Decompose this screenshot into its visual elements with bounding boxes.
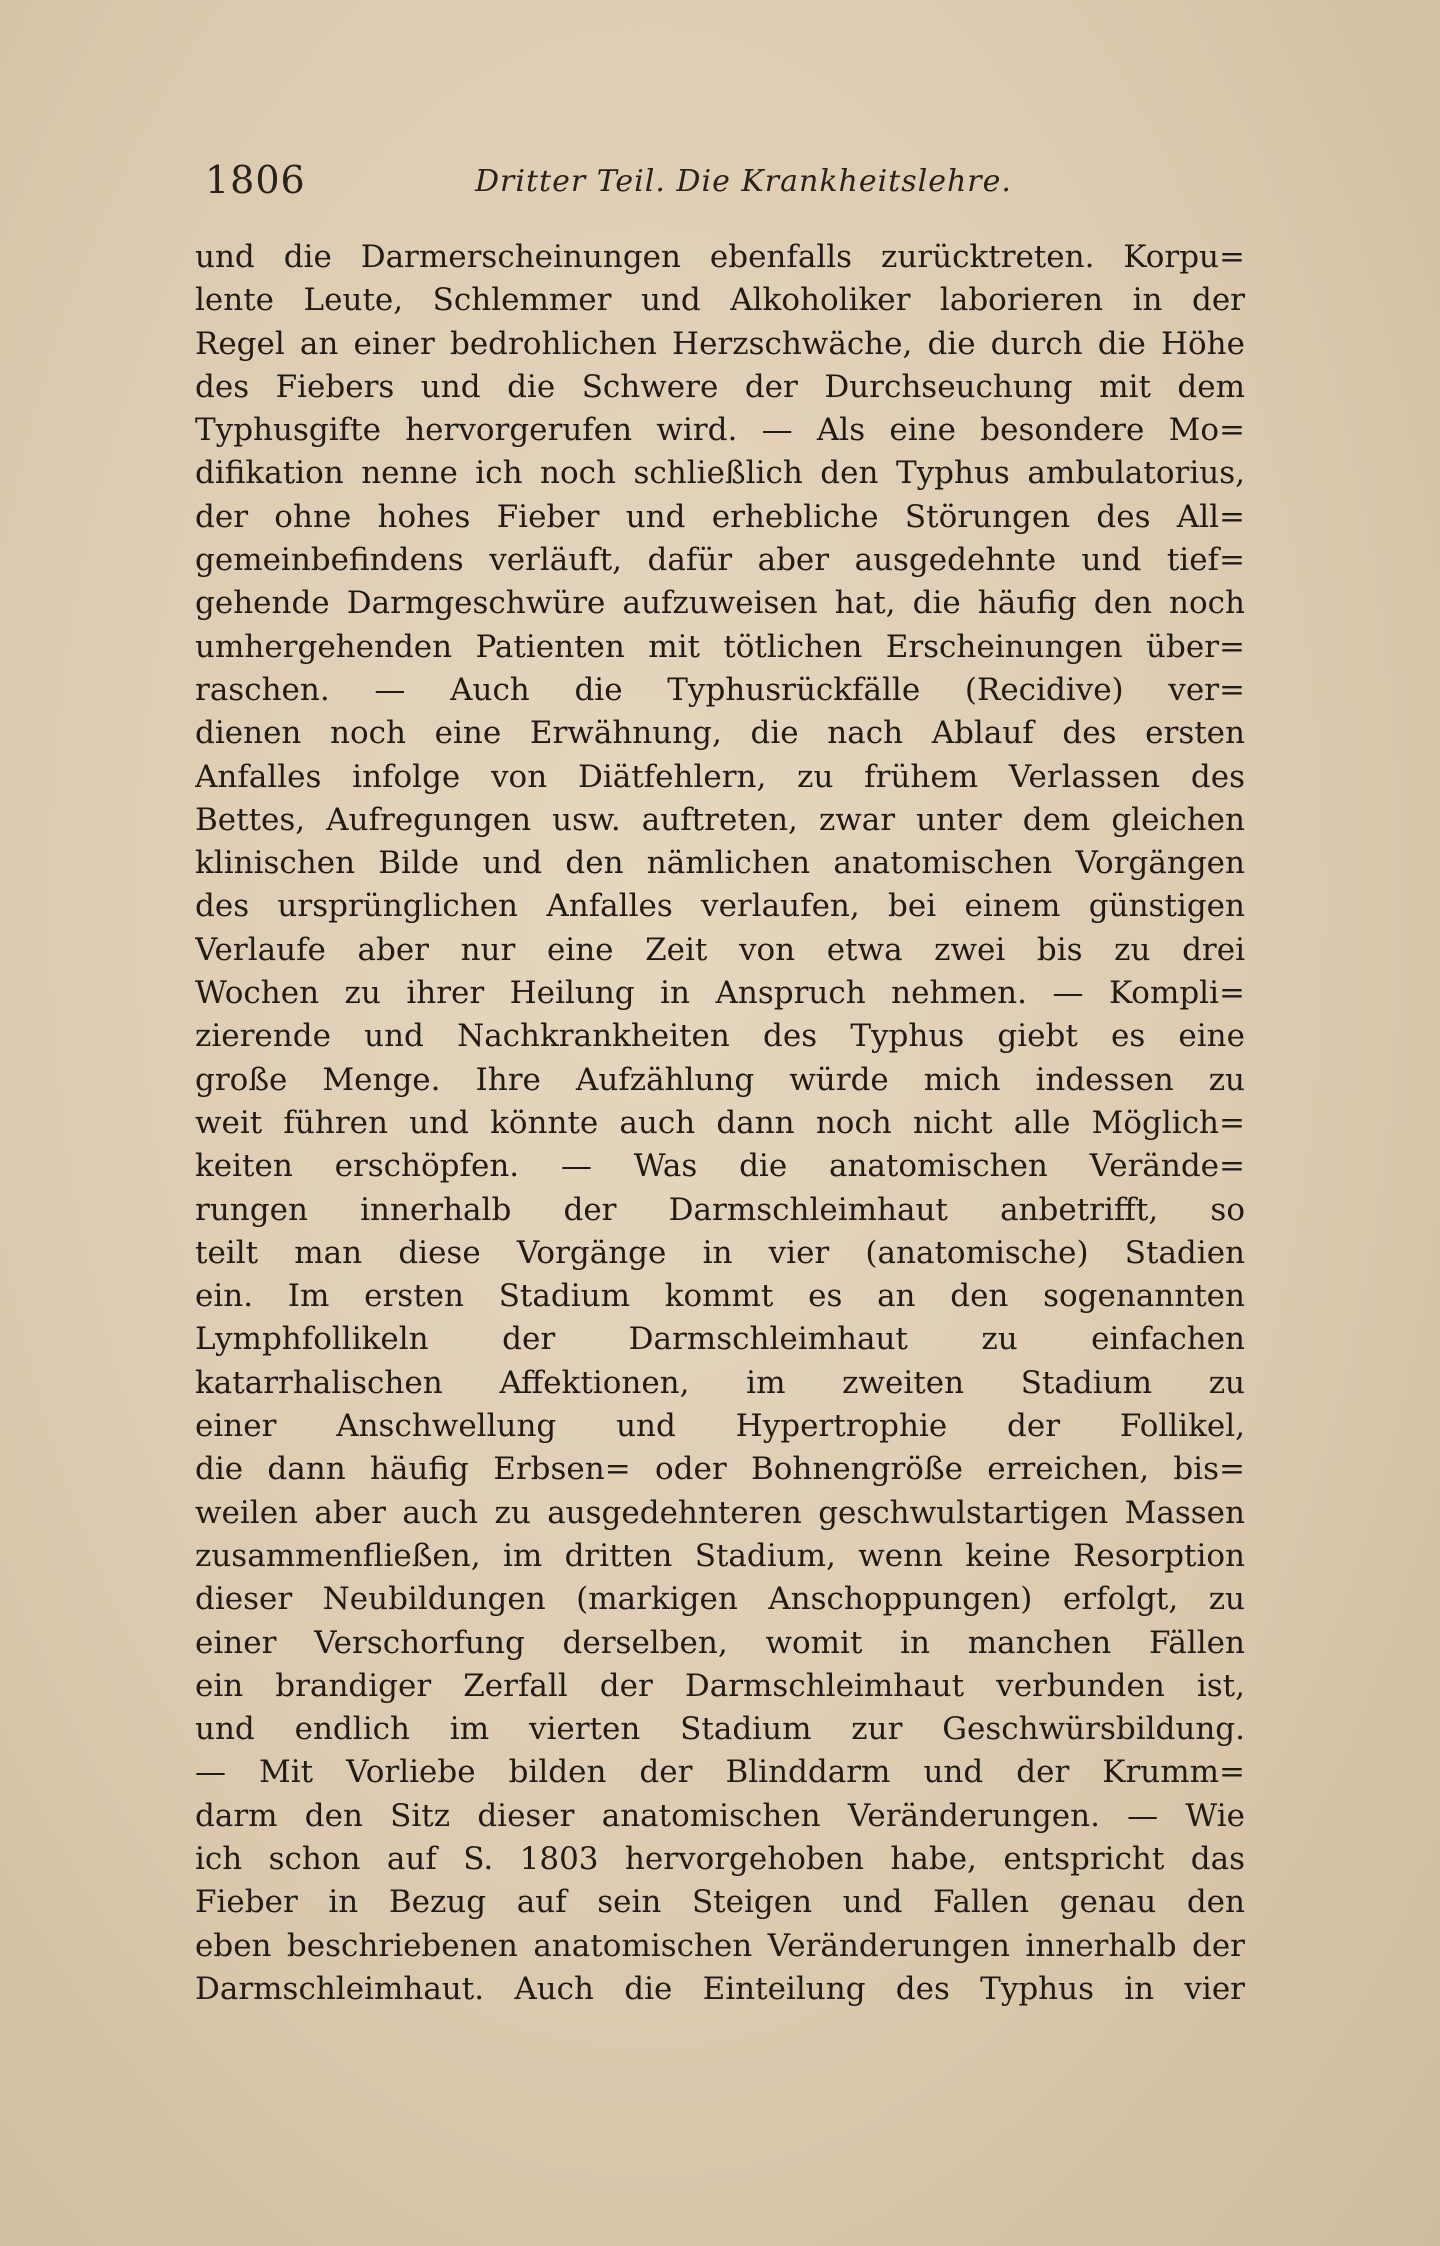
text-line: und endlich im vierten Stadium zur Geschwürsbildung. — [195, 1711, 1245, 1748]
text-line: gehende Darmgeschwüre aufzuweisen hat, die häufig den noch — [195, 585, 1245, 622]
text-line: katarrhalischen Affektionen, im zweiten Stadium zu — [195, 1364, 1245, 1401]
text-line: einer Anschwellung und Hypertrophie der Follikel, — [195, 1408, 1245, 1445]
body-text — [195, 236, 1245, 2011]
text-line: einer Verschorfung derselben, womit in manchen Fällen — [195, 1624, 1245, 1661]
text-line: ein. Im ersten Stadium kommt es an den sogenannten — [195, 1278, 1245, 1315]
text-line: Anfalles infolge von Diätfehlern, zu frühem Verlassen des — [195, 758, 1245, 795]
text-line: des Fiebers und die Schwere der Durchseuchung mit dem — [195, 368, 1245, 405]
text-line: umhergehenden Patienten mit tötlichen Erscheinungen über= — [195, 628, 1245, 665]
text-line: difikation nenne ich noch schließlich den Typhus ambulatorius, — [195, 455, 1245, 492]
page-number: 1806 — [205, 158, 306, 202]
text-line: — Mit Vorliebe bilden der Blinddarm und der Krumm= — [195, 1754, 1245, 1791]
text-line: Regel an einer bedrohlichen Herzschwäche, die durch die Höhe — [195, 325, 1245, 362]
text-line: ich schon auf S. 1803 hervorgehoben habe, entspricht das — [195, 1840, 1245, 1877]
text-line: Fieber in Bezug auf sein Steigen und Fallen genau den — [195, 1884, 1245, 1921]
text-line: große Menge. Ihre Aufzählung würde mich indessen zu — [195, 1061, 1245, 1098]
text-line: Darmschleimhaut. Auch die Einteilung des Typhus in vier — [195, 1970, 1245, 2007]
text-line: weilen aber auch zu ausgedehnteren geschwulstartigen Massen — [195, 1494, 1245, 1531]
text-line: gemeinbefindens verläuft, dafür aber ausgedehnte und tief= — [195, 542, 1245, 579]
text-line: darm den Sitz dieser anatomischen Veränderungen. — Wie — [195, 1797, 1245, 1834]
text-line: raschen. — Auch die Typhusrückfälle (Recidive) ver= — [195, 671, 1245, 708]
text-line: dienen noch eine Erwähnung, die nach Ablauf des ersten — [195, 715, 1245, 752]
text-line: weit führen und könnte auch dann noch nicht alle Möglich= — [195, 1104, 1245, 1141]
text-line: Verlaufe aber nur eine Zeit von etwa zwei bis zu drei — [195, 931, 1245, 968]
text-line: Lymphfollikeln der Darmschleimhaut zu einfachen — [195, 1321, 1245, 1358]
text-line: rungen innerhalb der Darmschleimhaut anbetrifft, so — [195, 1191, 1245, 1228]
text-line: teilt man diese Vorgänge in vier (anatomische) Stadien — [195, 1234, 1245, 1271]
text-line: Typhusgifte hervorgerufen wird. — Als eine besondere Mo= — [195, 412, 1245, 449]
text-line: lente Leute, Schlemmer und Alkoholiker laborieren in der — [195, 282, 1245, 319]
text-line: dieser Neubildungen (markigen Anschoppungen) erfolgt, zu — [195, 1581, 1245, 1618]
text-line: des ursprünglichen Anfalles verlaufen, bei einem günstigen — [195, 888, 1245, 925]
text-line: der ohne hohes Fieber und erhebliche Störungen des All= — [195, 498, 1245, 535]
text-line: keiten erschöpfen. — Was die anatomischen Verände= — [195, 1148, 1245, 1185]
text-line: und die Darmerscheinungen ebenfalls zurücktreten. Korpu= — [195, 239, 1245, 275]
page-header — [205, 158, 1245, 214]
text-line: Bettes, Aufregungen usw. auftreten, zwar unter dem gleichen — [195, 801, 1245, 838]
text-line: zusammenfließen, im dritten Stadium, wenn keine Resorption — [195, 1537, 1245, 1574]
running-head: Dritter Teil. Die Krankheitslehre. — [475, 164, 1012, 199]
text-line: klinischen Bilde und den nämlichen anatomischen Vorgängen — [195, 845, 1245, 882]
text-line: ein brandiger Zerfall der Darmschleimhaut verbunden ist, — [195, 1667, 1245, 1704]
text-line: zierende und Nachkrankheiten des Typhus giebt es eine — [195, 1018, 1245, 1055]
text-line: Wochen zu ihrer Heilung in Anspruch nehmen. — Kompli= — [195, 975, 1245, 1012]
text-line: die dann häufig Erbsen= oder Bohnengröße erreichen, bis= — [195, 1451, 1245, 1488]
text-line: eben beschriebenen anatomischen Veränderungen innerhalb der — [195, 1927, 1245, 1964]
